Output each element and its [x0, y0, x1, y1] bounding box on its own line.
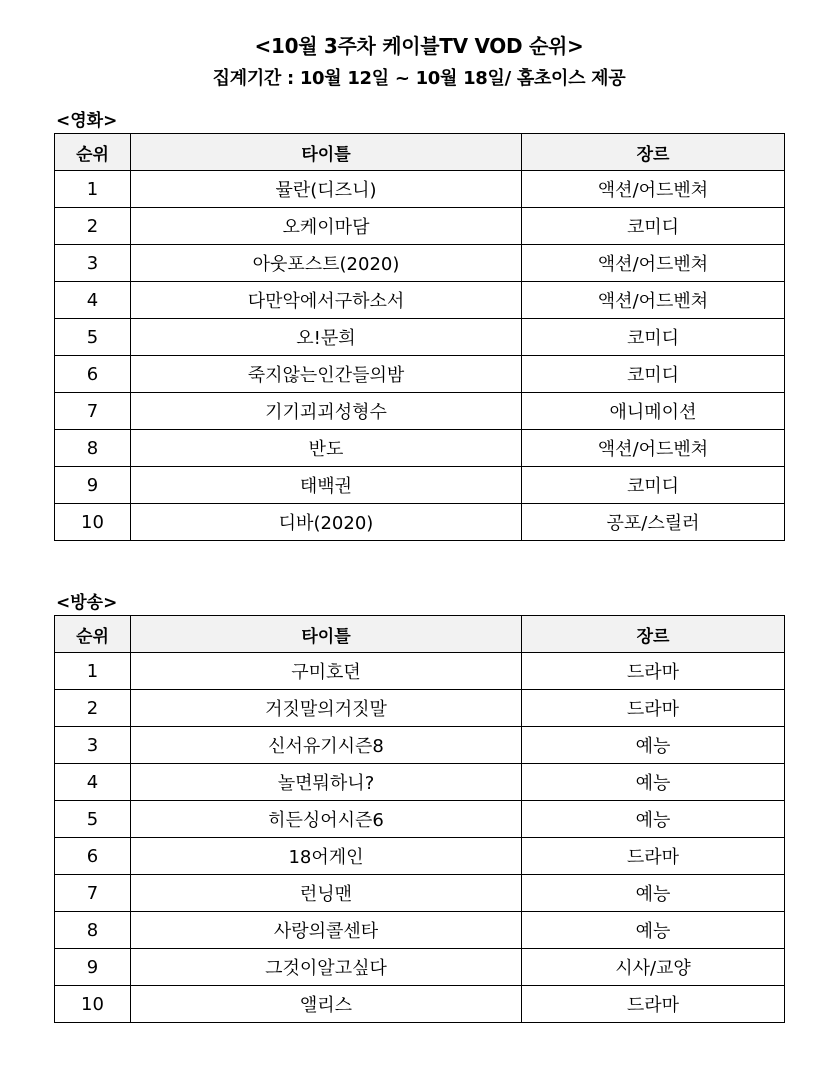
title-cell: 죽지않는인간들의밤 — [131, 356, 522, 393]
rank-cell: 10 — [55, 504, 131, 541]
genre-cell: 애니메이션 — [522, 393, 785, 430]
table-row — [55, 282, 785, 319]
title-cell: 태백권 — [131, 467, 522, 504]
table-header-row — [55, 134, 785, 171]
table-row — [55, 764, 785, 801]
table-row — [55, 245, 785, 282]
title-cell: 그것이알고싶다 — [131, 949, 522, 986]
rank-cell: 3 — [55, 727, 131, 764]
table-row — [55, 690, 785, 727]
title-cell: 18어게인 — [131, 838, 522, 875]
broadcast-rows — [55, 653, 785, 1023]
title-cell: 뮬란(디즈니) — [131, 171, 522, 208]
table-row — [55, 393, 785, 430]
rank-cell: 4 — [55, 282, 131, 319]
column-header-rank: 순위 — [55, 616, 131, 653]
rank-cell: 1 — [55, 171, 131, 208]
rank-cell: 8 — [55, 912, 131, 949]
title-cell: 오케이마담 — [131, 208, 522, 245]
table-row — [55, 504, 785, 541]
table-row — [55, 727, 785, 764]
page-title: <10월 3주차 케이블TV VOD 순위> — [254, 34, 584, 58]
title-cell: 오!문희 — [131, 319, 522, 356]
title-cell: 앨리스 — [131, 986, 522, 1023]
column-header-rank: 순위 — [55, 134, 131, 171]
genre-cell: 코미디 — [522, 356, 785, 393]
section-label-movies: <영화> — [56, 111, 118, 131]
title-cell: 신서유기시즌8 — [131, 727, 522, 764]
genre-cell: 액션/어드벤쳐 — [522, 171, 785, 208]
rank-cell: 9 — [55, 949, 131, 986]
genre-cell: 코미디 — [522, 467, 785, 504]
broadcast-ranking-table — [54, 615, 785, 1023]
table-row — [55, 912, 785, 949]
genre-cell: 액션/어드벤쳐 — [522, 282, 785, 319]
table-row — [55, 356, 785, 393]
column-header-genre: 장르 — [522, 134, 785, 171]
genre-cell: 드라마 — [522, 986, 785, 1023]
section-label-broadcast: <방송> — [56, 593, 118, 613]
rank-cell: 4 — [55, 764, 131, 801]
genre-cell: 예능 — [522, 875, 785, 912]
rank-cell: 3 — [55, 245, 131, 282]
title-cell: 놀면뭐하니? — [131, 764, 522, 801]
rank-cell: 5 — [55, 319, 131, 356]
movie-ranking-table — [54, 133, 785, 541]
title-cell: 기기괴괴성형수 — [131, 393, 522, 430]
genre-cell: 드라마 — [522, 690, 785, 727]
genre-cell: 코미디 — [522, 208, 785, 245]
table-row — [55, 838, 785, 875]
rank-cell: 6 — [55, 356, 131, 393]
rank-cell: 5 — [55, 801, 131, 838]
rank-cell: 9 — [55, 467, 131, 504]
genre-cell: 시사/교양 — [522, 949, 785, 986]
rank-cell: 10 — [55, 986, 131, 1023]
rank-cell: 8 — [55, 430, 131, 467]
rank-cell: 6 — [55, 838, 131, 875]
table-row — [55, 875, 785, 912]
genre-cell: 공포/스릴러 — [522, 504, 785, 541]
title-cell: 반도 — [131, 430, 522, 467]
genre-cell: 액션/어드벤쳐 — [522, 245, 785, 282]
title-cell: 히든싱어시즌6 — [131, 801, 522, 838]
table-row — [55, 801, 785, 838]
table-row — [55, 171, 785, 208]
genre-cell: 예능 — [522, 912, 785, 949]
table-row — [55, 430, 785, 467]
table-row — [55, 208, 785, 245]
genre-cell: 예능 — [522, 764, 785, 801]
table-row — [55, 949, 785, 986]
genre-cell: 드라마 — [522, 653, 785, 690]
genre-cell: 드라마 — [522, 838, 785, 875]
table-row — [55, 319, 785, 356]
rank-cell: 2 — [55, 690, 131, 727]
genre-cell: 예능 — [522, 727, 785, 764]
rank-cell: 7 — [55, 875, 131, 912]
title-cell: 런닝맨 — [131, 875, 522, 912]
genre-cell: 예능 — [522, 801, 785, 838]
rank-cell: 1 — [55, 653, 131, 690]
page-subtitle: 집계기간 : 10월 12일 ~ 10월 18일/ 홈초이스 제공 — [212, 68, 626, 89]
title-cell: 거짓말의거짓말 — [131, 690, 522, 727]
column-header-genre: 장르 — [522, 616, 785, 653]
title-cell: 구미호뎐 — [131, 653, 522, 690]
title-cell: 사랑의콜센타 — [131, 912, 522, 949]
table-row — [55, 467, 785, 504]
column-header-title: 타이틀 — [131, 134, 522, 171]
title-cell: 아웃포스트(2020) — [131, 245, 522, 282]
title-cell: 다만악에서구하소서 — [131, 282, 522, 319]
rank-cell: 7 — [55, 393, 131, 430]
rank-cell: 2 — [55, 208, 131, 245]
table-header-row — [55, 616, 785, 653]
column-header-title: 타이틀 — [131, 616, 522, 653]
table-row — [55, 653, 785, 690]
genre-cell: 액션/어드벤쳐 — [522, 430, 785, 467]
genre-cell: 코미디 — [522, 319, 785, 356]
title-cell: 디바(2020) — [131, 504, 522, 541]
movie-rows — [55, 171, 785, 541]
table-row — [55, 986, 785, 1023]
